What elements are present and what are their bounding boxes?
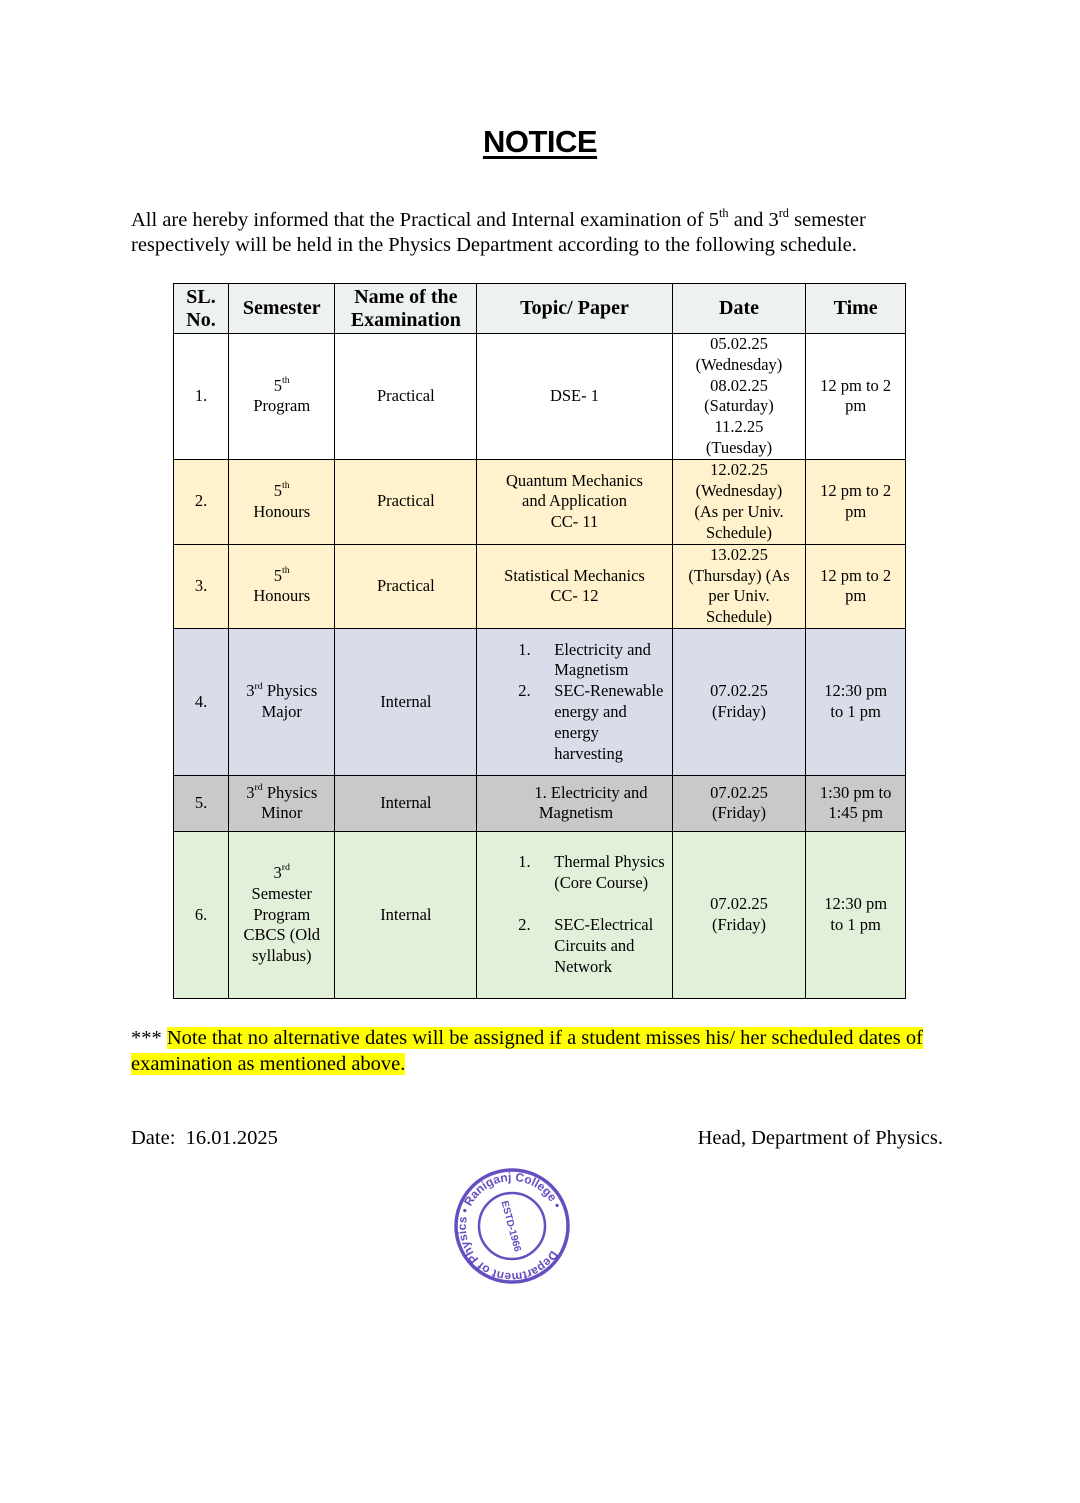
cell-topic	[477, 628, 672, 775]
topic-text: SEC-Renewable energy and energy harvesting	[554, 681, 664, 763]
cell-examination: Practical	[335, 459, 477, 544]
table-row	[174, 544, 906, 628]
topic-line: Magnetism	[538, 803, 614, 823]
exam-schedule-table	[173, 283, 906, 999]
cell-date	[672, 775, 806, 831]
topic-number: 2.	[518, 681, 531, 701]
header-time: Time	[806, 284, 906, 334]
cell-time	[806, 775, 906, 831]
date-line: (Friday)	[711, 803, 767, 823]
topic-text: Electricity and Magnetism	[554, 639, 651, 680]
table-row	[174, 831, 906, 998]
semester-suffix: rd	[281, 862, 290, 874]
cell-semester	[229, 544, 335, 628]
topic-list	[480, 640, 668, 765]
cell-topic	[477, 544, 672, 628]
cell-examination: Practical	[335, 334, 477, 460]
cell-semester	[229, 459, 335, 544]
cell-date	[672, 544, 806, 628]
time-line: 12:30 pm	[824, 894, 888, 914]
cell-topic	[477, 775, 672, 831]
semester-number: 5	[273, 565, 283, 585]
topic-list-item	[518, 681, 668, 764]
date-line: Schedule)	[706, 607, 772, 627]
time-line: to 1 pm	[830, 701, 881, 721]
topic-line: Statistical Mechanics	[504, 565, 645, 585]
cell-semester	[229, 628, 335, 775]
table-header-row	[174, 284, 906, 334]
intro-text-1: All are hereby informed that the Practical and Internal examination of 5	[131, 209, 720, 231]
cell-examination: Internal	[335, 831, 477, 998]
cell-sl: 6.	[174, 831, 229, 998]
cell-examination: Internal	[335, 775, 477, 831]
cell-sl: 2.	[174, 459, 229, 544]
date-line: (As per Univ.	[694, 501, 784, 521]
topic-number: 2.	[518, 915, 531, 935]
cell-examination: Practical	[335, 544, 477, 628]
cell-time	[806, 628, 906, 775]
header-topic: Topic/ Paper	[477, 284, 672, 334]
cell-semester	[229, 775, 335, 831]
semester-number: 3	[273, 862, 282, 882]
cell-sl: 3.	[174, 544, 229, 628]
cell-date	[672, 831, 806, 998]
time-line: 1:45 pm	[828, 803, 883, 823]
notice-date	[131, 1127, 278, 1150]
time-line: to 1 pm	[830, 914, 881, 934]
semester-suffix: th	[282, 565, 290, 577]
topic-line: and Application	[522, 491, 627, 511]
date-label: Date:	[131, 1127, 176, 1149]
department-stamp-icon	[452, 1167, 572, 1285]
semester-suffix: th	[282, 375, 290, 387]
semester-type: Honours	[253, 501, 311, 521]
header-sl-line2: No.	[186, 308, 216, 331]
topic-line: CC- 12	[550, 586, 599, 606]
semester-type: Physics Major	[261, 681, 318, 721]
date-line: (Friday)	[711, 914, 767, 934]
cell-sl: 5.	[174, 775, 229, 831]
stamp-graphic	[452, 1167, 572, 1285]
date-line: (Tuesday)	[705, 437, 773, 457]
date-line: Schedule)	[706, 522, 772, 542]
topic-list-item	[518, 852, 668, 894]
table-row	[174, 775, 906, 831]
cell-examination: Internal	[335, 628, 477, 775]
topic-line: 1. Electricity and	[534, 782, 648, 802]
cell-date	[672, 334, 806, 460]
header-sl-line1: SL.	[186, 285, 216, 308]
cell-sl: 4.	[174, 628, 229, 775]
topic-list-item	[518, 640, 668, 682]
semester-type: Semester Program CBCS (Old syllabus)	[243, 883, 321, 966]
semester-type: Program	[253, 396, 311, 416]
intro-text-3: semester respectively will be held in the Physics Department according to the following schedule.	[131, 209, 866, 256]
topic-number: 1.	[518, 852, 531, 872]
cell-time: 12 pm to 2 pm	[806, 334, 906, 460]
signatory: Head, Department of Physics.	[697, 1127, 943, 1149]
date-line: 08.02.25	[710, 375, 768, 395]
cell-topic	[477, 459, 672, 544]
topic-number: 1.	[518, 639, 531, 659]
note-asterisks: ***	[131, 1027, 167, 1049]
cell-sl: 1.	[174, 334, 229, 460]
cell-date	[672, 628, 806, 775]
note-highlighted-text: Note that no alternative dates will be assigned if a student misses his/ her scheduled dates of examination as mentioned above.	[131, 1027, 923, 1075]
semester-suffix: rd	[254, 782, 263, 794]
semester-suffix: th	[282, 480, 290, 492]
semester-suffix: rd	[254, 680, 263, 692]
header-sl-no	[174, 284, 229, 334]
topic-line: Quantum Mechanics	[505, 470, 643, 490]
date-value: 16.01.2025	[185, 1127, 278, 1149]
header-exam-line1: Name of the	[354, 285, 458, 308]
cell-time: 12 pm to 2 pm	[806, 459, 906, 544]
semester-number: 5	[273, 375, 283, 395]
header-date: Date	[672, 284, 806, 334]
date-line: 05.02.25	[710, 334, 768, 353]
date-line: 07.02.25	[710, 681, 768, 701]
date-line: (Friday)	[711, 701, 767, 721]
date-line: 07.02.25	[710, 782, 768, 802]
topic-line: CC- 11	[550, 512, 599, 532]
stamp-outer-text: Department of Physics • Raniganj College •	[454, 1169, 565, 1285]
intro-paragraph	[131, 208, 961, 258]
date-line: (Thursday) (As	[688, 565, 790, 585]
cell-semester	[229, 831, 335, 998]
table-row	[174, 334, 906, 460]
time-line: 1:30 pm to	[819, 782, 892, 802]
date-line: (Wednesday)	[695, 354, 783, 374]
date-line: 07.02.25	[710, 894, 768, 914]
date-line: per Univ.	[708, 586, 770, 606]
date-line: 11.2.25	[714, 417, 764, 437]
topic-text: SEC-Electrical Circuits and Network	[554, 915, 654, 976]
semester-type: Physics Minor	[261, 782, 318, 823]
date-line: (Wednesday)	[695, 480, 783, 500]
cell-time: 12 pm to 2 pm	[806, 544, 906, 628]
header-exam-line2: Examination	[350, 308, 461, 331]
topic-list-item	[518, 915, 668, 977]
time-line: 12:30 pm	[824, 681, 888, 701]
date-line: 12.02.25	[710, 460, 768, 480]
intro-sup-1: th	[719, 206, 729, 221]
table-row	[174, 628, 906, 775]
important-note	[131, 1026, 961, 1077]
cell-semester	[229, 334, 335, 460]
date-line: 13.02.25	[710, 544, 768, 564]
header-examination	[335, 284, 477, 334]
table-row	[174, 459, 906, 544]
cell-date	[672, 459, 806, 544]
topic-list	[480, 852, 668, 977]
header-semester: Semester	[229, 284, 335, 334]
cell-topic	[477, 831, 672, 998]
notice-title	[0, 124, 1080, 160]
semester-type: Honours	[253, 586, 311, 606]
date-line: (Saturday)	[704, 396, 774, 416]
topic-text: Thermal Physics (Core Course)	[554, 852, 665, 893]
semester-number: 3	[246, 782, 255, 802]
semester-number: 3	[246, 681, 255, 701]
intro-sup-2: rd	[778, 206, 789, 221]
stamp-inner-text: ESTD-1966	[498, 1199, 523, 1254]
cell-time	[806, 831, 906, 998]
intro-text-2: and 3	[728, 209, 779, 231]
notice-title-text: NOTICE	[482, 124, 598, 159]
semester-number: 5	[273, 480, 283, 500]
cell-topic: DSE- 1	[477, 334, 672, 460]
